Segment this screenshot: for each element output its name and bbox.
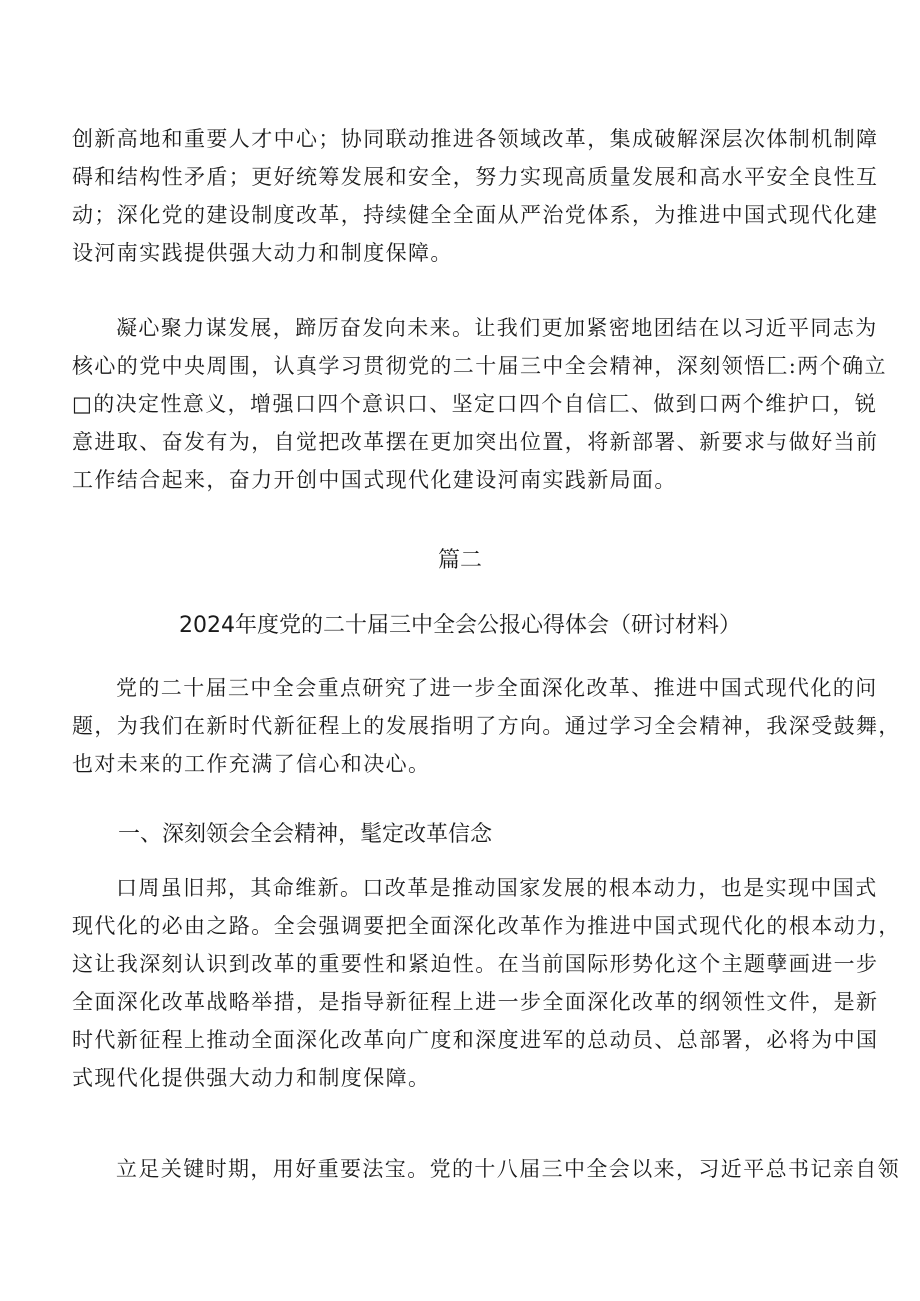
text-line: 碍和结构性矛盾；更好统筹发展和安全，努力实现高质量发展和高水平安全良性互 [72, 165, 879, 189]
paragraph-reform-continuation [72, 120, 879, 272]
paragraph-unite-develop [72, 309, 887, 499]
text-line: 立足关键时期，用好重要法宝。党的十八届三中全会以来，习近平总书记亲自领 [116, 1157, 900, 1181]
text-line: 题，为我们在新时代新征程上的发展指明了方向。通过学习全会精神，我深受鼓舞， [72, 714, 901, 738]
text-line: 全面深化改革战略举措，是指导新征程上进一步全面深化改革的纲领性文件，是新 [72, 990, 879, 1014]
text-line: 动；深化党的建设制度改革，持续健全全面从严治党体系，为推进中国式现代化建 [72, 203, 879, 227]
paragraph-key-period [72, 1150, 900, 1188]
text-line: 党的二十届三中全会重点研究了进一步全面深化改革、推进中国式现代化的问 [116, 676, 878, 700]
text-line: 口周虽旧邦，其命维新。口改革是推动国家发展的根本动力，也是实现中国式 [116, 876, 878, 900]
article-title: 2024年度党的二十届三中全会公报心得体会（研讨材料） [179, 613, 741, 638]
text-line: 这让我深刻认识到改革的重要性和紧迫性。在当前国际形势化这个主题孽画进一步 [72, 952, 879, 976]
text-line: 凝心聚力谋发展，蹄厉奋发向未来。让我们更加紧密地团结在以习近平同志为 [116, 316, 878, 340]
paragraph-introduction [72, 669, 901, 783]
text-line: 也对未来的工作充满了信心和决心。 [72, 752, 431, 776]
text-line: 时代新征程上推动全面深化改革向广度和深度进军的总动员、总部署，必将为中国 [72, 1028, 879, 1052]
paragraph-reform-driving-force [72, 869, 901, 1097]
section-heading: 一、深刻领会全会精神，髦定改革信念 [118, 822, 493, 847]
part-title: 篇二 [437, 548, 482, 573]
text-line: 工作结合起来，奋力开创中国式现代化建设河南实践新局面。 [72, 468, 677, 492]
text-line: 式现代化提供强大动力和制度保障。 [72, 1066, 431, 1090]
text-line: 意进取、奋发有为，自觉把改革摆在更加突出位置，将新部署、新要求与做好当前 [72, 430, 879, 454]
text-line: 设河南实践提供强大动力和制度保障。 [72, 241, 453, 265]
text-line: 创新高地和重要人才中心；协同联动推进各领域改革，集成破解深层次体制机制障 [72, 127, 879, 151]
text-line: 现代化的必由之路。全会强调要把全面深化改革作为推进中国式现代化的根本动力， [72, 914, 901, 938]
text-line: □的决定性意义，增强口四个意识口、坚定口四个自信匚、做到口两个维护口，锐 [72, 392, 878, 416]
text-line: 核心的党中央周围，认真学习贯彻党的二十届三中全会精神，深刻领悟匚:两个确立 [72, 354, 887, 378]
